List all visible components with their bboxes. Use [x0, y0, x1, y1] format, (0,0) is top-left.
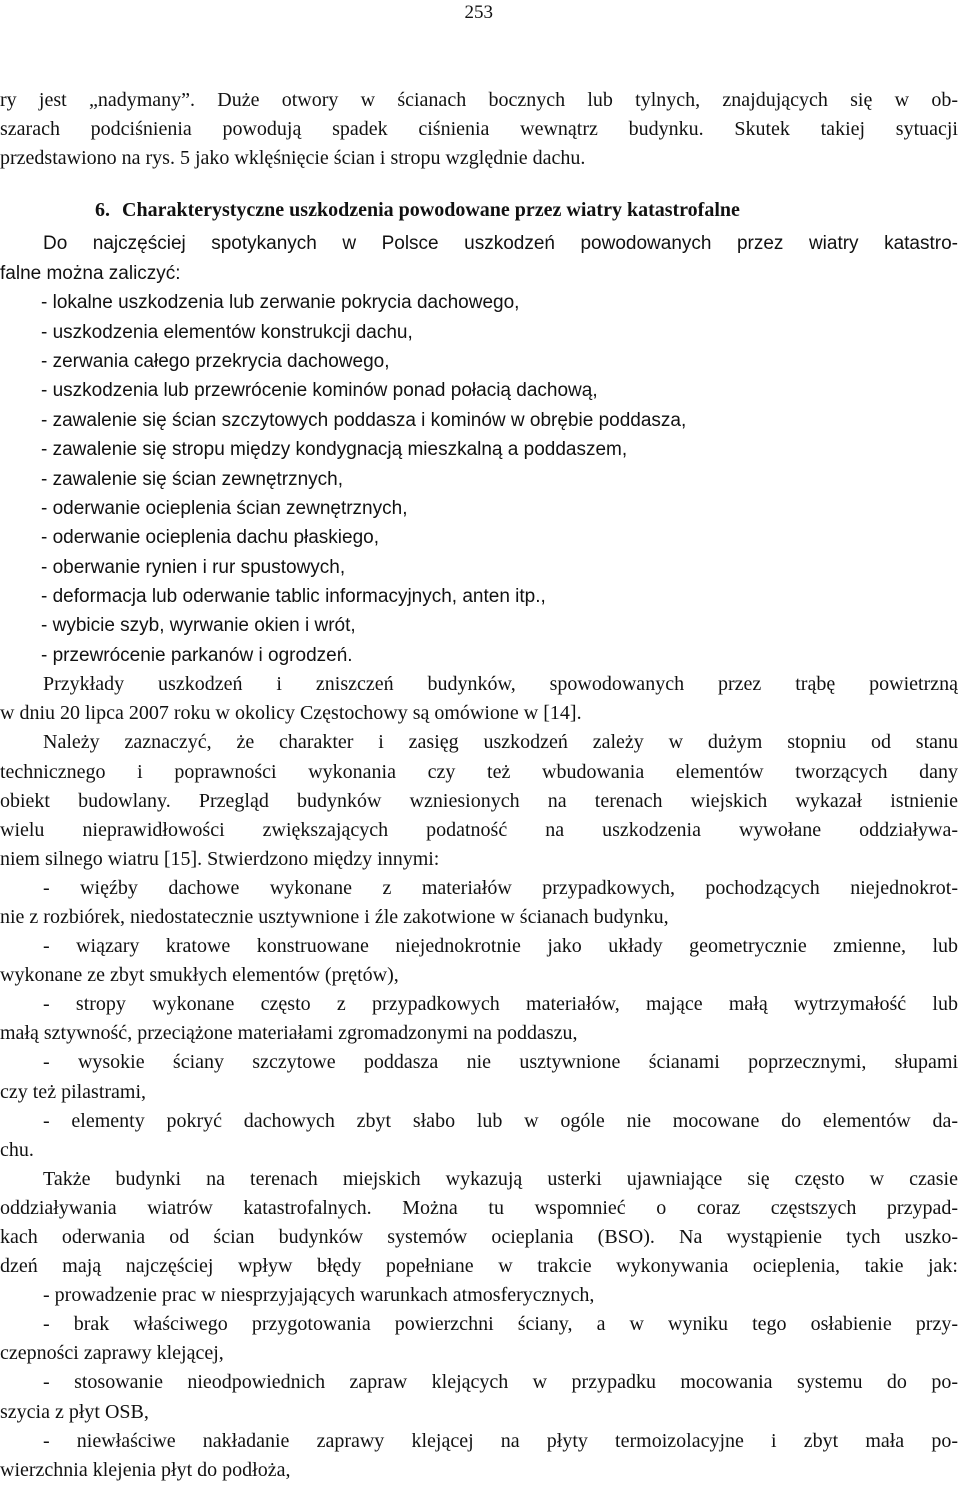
body-line: Przykłady uszkodzeń i zniszczeń budynków, spowodowanych przez trąbę powietrzną — [43, 673, 958, 696]
body-line: wielu nieprawidłowości zwiększających podatność na uszkodzenia wywołane oddziaływa- — [0, 818, 958, 841]
body-line: wierzchnia klejenia płyt do podłoża, — [0, 1458, 291, 1481]
body-line: w dniu 20 lipca 2007 roku w okolicy Częstochowy są omówione w [14]. — [0, 702, 582, 725]
list-item: - oderwanie ocieplenia ścian zewnętrznych, — [41, 497, 408, 519]
list-item: - zawalenie się ścian zewnętrznych, — [41, 468, 344, 490]
list-item: - uszkodzenia lub przewrócenie kominów ponad połacią dachową, — [41, 380, 598, 402]
list-item: - uszkodzenia elementów konstrukcji dachu, — [41, 321, 413, 343]
damage-list — [0, 288, 958, 670]
intro-line: szarach podciśnienia powodują spadek ciśnienia wewnątrz budynku. Skutek takiej sytuacji — [0, 118, 958, 141]
list-item: - wybicie szyb, wyrwanie okien i wrót, — [41, 615, 356, 637]
page-content — [0, 86, 958, 1485]
list-intro-line: falne można zaliczyć: — [0, 262, 181, 284]
page-number: 253 — [464, 2, 493, 23]
body-line: czepności zaprawy klejącej, — [0, 1342, 224, 1365]
body-line: - wiązary kratowe konstruowane niejednokrotnie jako układy geometrycznie zmienne, lub — [43, 935, 958, 958]
body-line: dzeń mają najczęściej wpływ błędy popełniane w trakcie wykonywania ocieplenia, takie jak: — [0, 1255, 958, 1278]
list-intro-line: Do najczęściej spotykanych w Polsce uszkodzeń powodowanych przez wiatry katastro- — [43, 233, 958, 255]
body-line: czy też pilastrami, — [0, 1080, 147, 1103]
list-item: - przewrócenie parkanów i ogrodzeń. — [41, 644, 353, 666]
body-line: nie z rozbiórek, niedostatecznie usztywnione i źle zakotwione w ścianach budynku, — [0, 905, 669, 928]
body-text — [0, 670, 958, 1485]
damage-list-block — [0, 229, 958, 670]
intro-line: przedstawiono na rys. 5 jako wklęśnięcie ścian i stropu względnie dachu. — [0, 147, 586, 170]
list-item: - deformacja lub oderwanie tablic informacyjnych, anten itp., — [41, 586, 546, 608]
body-line: - niewłaściwe nakładanie zaprawy klejącej na płyty termoizolacyjne i zbyt mała po- — [43, 1429, 958, 1452]
body-line: oddziaływania wiatrów katastrofalnych. Można tu wspomnieć o coraz częstszych przypad- — [0, 1196, 958, 1219]
list-item: - zawalenie się ścian szczytowych poddasza i kominów w obrębie poddasza, — [41, 409, 687, 431]
body-line: obiekt budowlany. Przegląd budynków wzniesionych na terenach wiejskich wykazał istnienie — [0, 789, 958, 812]
body-line: niem silnego wiatru [15]. Stwierdzono między innymi: — [0, 847, 440, 870]
body-line: - stosowanie nieodpowiednich zapraw klejących w przypadku mocowania systemu do po- — [43, 1371, 958, 1394]
body-line: szycia z płyt OSB, — [0, 1400, 149, 1423]
body-line: Także budynki na terenach miejskich wykazują usterki ujawniające się często w czasie — [43, 1167, 958, 1190]
list-item: - lokalne uszkodzenia lub zerwanie pokrycia dachowego, — [41, 292, 520, 314]
body-line: - prowadzenie prac w niesprzyjających warunkach atmosferycznych, — [43, 1284, 595, 1307]
body-line: - stropy wykonane często z przypadkowych materiałów, mające małą wytrzymałość lub — [43, 993, 958, 1016]
list-item: - zerwania całego przekrycia dachowego, — [41, 350, 390, 372]
intro-line: ry jest „nadymany”. Duże otwory w ścianach bocznych lub tylnych, znajdujących się w ob- — [0, 89, 958, 111]
intro-paragraph — [0, 86, 958, 173]
section-heading — [0, 196, 958, 225]
body-line: małą sztywność, przeciążone materiałami zgromadzonymi na poddaszu, — [0, 1022, 578, 1045]
body-line: - wysokie ściany szczytowe poddasza nie usztywnione ścianami poprzecznymi, słupami — [43, 1051, 958, 1074]
body-line: - brak właściwego przygotowania powierzchni ściany, a w wyniku tego osłabienie przy- — [43, 1313, 958, 1336]
list-item: - zawalenie się stropu między kondygnacją mieszkalną a poddaszem, — [41, 439, 628, 461]
body-line: wykonane ze zbyt smukłych elementów (prętów), — [0, 964, 399, 987]
body-line: - więźby dachowe wykonane z materiałów przypadkowych, pochodzących niejednokrot- — [43, 876, 958, 899]
section-number: 6. — [95, 199, 110, 222]
list-item: - oberwanie rynien i rur spustowych, — [41, 556, 346, 578]
body-line: chu. — [0, 1138, 34, 1161]
body-line: - elementy pokryć dachowych zbyt słabo lub w ogóle nie mocowane do elementów da- — [43, 1109, 958, 1132]
list-item: - oderwanie ocieplenia dachu płaskiego, — [41, 527, 380, 549]
body-line: technicznego i poprawności wykonania czy też wbudowania elementów tworzących dany — [0, 760, 958, 783]
body-line: Należy zaznaczyć, że charakter i zasięg uszkodzeń zależy w dużym stopniu od stanu — [43, 731, 958, 754]
section-title: Charakterystyczne uszkodzenia powodowane przez wiatry katastrofalne — [122, 199, 740, 222]
body-line: kach oderwania od ścian budynków systemów ocieplania (BSO). Na wystąpienie tych uszko- — [0, 1226, 958, 1249]
